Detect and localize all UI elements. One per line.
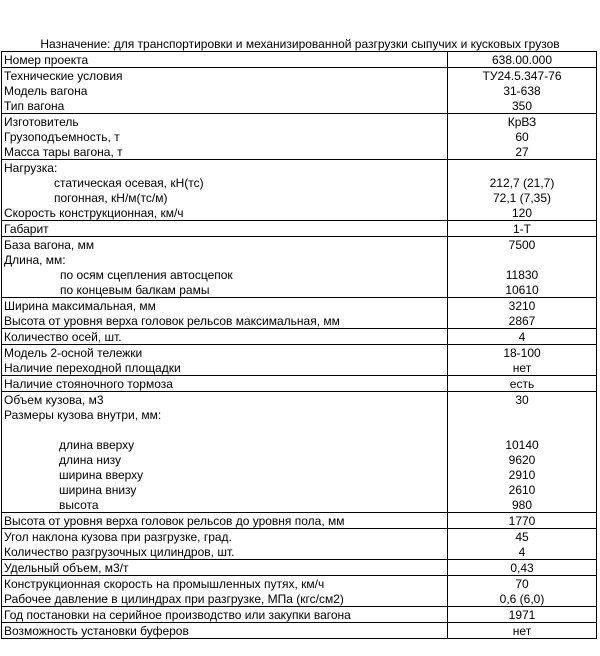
row-label: Ширина максимальная, мм	[2, 298, 448, 314]
table-row	[2, 513, 597, 529]
row-label: Модель 2-осной тележки	[2, 345, 448, 361]
row-value: 45	[448, 529, 597, 545]
purpose-caption: Назначение: для транспортировки и механизированной разгрузки сыпучих и кусковых грузов	[40, 37, 560, 51]
row-value: 70	[448, 576, 597, 592]
table-row	[2, 144, 597, 160]
table-row	[2, 529, 597, 545]
table-row	[2, 560, 597, 576]
row-label: Тип вагона	[2, 98, 448, 114]
row-value: 980	[448, 497, 597, 513]
row-label: погонная, кН/м(тс/м)	[2, 190, 448, 205]
table-row	[2, 298, 597, 314]
row-label: Год постановки на серийное производство или закупки вагона	[2, 607, 448, 623]
table-row	[2, 129, 597, 144]
row-label: Технические условия	[2, 68, 448, 84]
row-label: Конструкционная скорость на промышленных путях, км/ч	[2, 576, 448, 592]
row-value: 7500	[448, 237, 597, 253]
row-label: длина вверху	[2, 437, 448, 452]
table-row	[2, 98, 597, 114]
row-label: ширина внизу	[2, 482, 448, 497]
table-row	[2, 205, 597, 221]
row-value: 10610	[448, 282, 597, 298]
row-label: Номер проекта	[2, 52, 448, 68]
table-row	[2, 497, 597, 513]
row-value: 31-638	[448, 83, 597, 98]
row-label: Рабочее давление в цилиндрах при разгрузке, МПа (кгс/см2)	[2, 591, 448, 607]
table-row	[2, 422, 597, 437]
row-value: 1971	[448, 607, 597, 623]
table-row	[2, 607, 597, 623]
row-value: нет	[448, 623, 597, 639]
table-row	[2, 544, 597, 560]
table-row	[2, 467, 597, 482]
table-row	[2, 360, 597, 376]
row-value: 2867	[448, 313, 597, 329]
row-value	[448, 160, 597, 176]
table-row	[2, 237, 597, 253]
row-value: 30	[448, 392, 597, 408]
row-label: Модель вагона	[2, 83, 448, 98]
row-label: Нагрузка:	[2, 160, 448, 176]
row-label: Высота от уровня верха головок рельсов максимальная, мм	[2, 313, 448, 329]
row-value: 60	[448, 129, 597, 144]
row-label: Удельный объем, м3/т	[2, 560, 448, 576]
row-value: 350	[448, 98, 597, 114]
wagon-spec-table	[1, 51, 597, 639]
table-row	[2, 160, 597, 176]
table-row	[2, 376, 597, 392]
table-row	[2, 623, 597, 639]
table-row	[2, 482, 597, 497]
table-row	[2, 591, 597, 607]
row-value	[448, 252, 597, 267]
row-value: 2910	[448, 467, 597, 482]
row-label: статическая осевая, кН(тс)	[2, 175, 448, 190]
row-label: Угол наклона кузова при разгрузке, град.	[2, 529, 448, 545]
row-value	[448, 422, 597, 437]
table-row	[2, 175, 597, 190]
row-value: КрВЗ	[448, 114, 597, 130]
table-row	[2, 345, 597, 361]
table-row	[2, 114, 597, 130]
table-row	[2, 252, 597, 267]
row-value: 27	[448, 144, 597, 160]
row-value: 4	[448, 544, 597, 560]
row-value: 212,7 (21,7)	[448, 175, 597, 190]
table-row	[2, 452, 597, 467]
table-row	[2, 407, 597, 422]
table-row	[2, 83, 597, 98]
row-value: 638.00.000	[448, 52, 597, 68]
row-value: 1-Т	[448, 221, 597, 237]
table-row	[2, 221, 597, 237]
row-label: Возможность установки буферов	[2, 623, 448, 639]
row-value: 18-100	[448, 345, 597, 361]
row-label: Количество осей, шт.	[2, 329, 448, 345]
row-label: по осям сцепления автосцепок	[2, 267, 448, 282]
row-value: 4	[448, 329, 597, 345]
row-label: ширина вверху	[2, 467, 448, 482]
table-row	[2, 68, 597, 84]
row-label: высота	[2, 497, 448, 513]
row-value: 72,1 (7,35)	[448, 190, 597, 205]
row-value: 9620	[448, 452, 597, 467]
table-row	[2, 313, 597, 329]
row-label: Скорость конструкционная, км/ч	[2, 205, 448, 221]
table-row	[2, 576, 597, 592]
row-label: Масса тары вагона, т	[2, 144, 448, 160]
row-label: Габарит	[2, 221, 448, 237]
table-row	[2, 267, 597, 282]
table-row	[2, 437, 597, 452]
table-row	[2, 52, 597, 68]
row-value: 11830	[448, 267, 597, 282]
row-value: нет	[448, 360, 597, 376]
row-value: 0,43	[448, 560, 597, 576]
table-row	[2, 282, 597, 298]
row-label: Высота от уровня верха головок рельсов до уровня пола, мм	[2, 513, 448, 529]
table-row	[2, 190, 597, 205]
row-label: длина низу	[2, 452, 448, 467]
table-row	[2, 329, 597, 345]
row-value: ТУ24.5.347-76	[448, 68, 597, 84]
table-row	[2, 392, 597, 408]
row-label: Грузоподъемность, т	[2, 129, 448, 144]
row-label: Объем кузова, м3	[2, 392, 448, 408]
row-label: Длина, мм:	[2, 252, 448, 267]
row-value: 10140	[448, 437, 597, 452]
row-value: 3210	[448, 298, 597, 314]
row-value: 0,6 (6,0)	[448, 591, 597, 607]
row-value: есть	[448, 376, 597, 392]
row-label: Изготовитель	[2, 114, 448, 130]
row-value: 1770	[448, 513, 597, 529]
row-label: по концевым балкам рамы	[2, 282, 448, 298]
row-label: База вагона, мм	[2, 237, 448, 253]
row-value: 2610	[448, 482, 597, 497]
row-label: Размеры кузова внутри, мм:	[2, 407, 448, 422]
row-label: Наличие переходной площадки	[2, 360, 448, 376]
row-value: 120	[448, 205, 597, 221]
row-label: Количество разгрузочных цилиндров, шт.	[2, 544, 448, 560]
row-value	[448, 407, 597, 422]
row-label	[2, 422, 448, 437]
row-label: Наличие стояночного тормоза	[2, 376, 448, 392]
